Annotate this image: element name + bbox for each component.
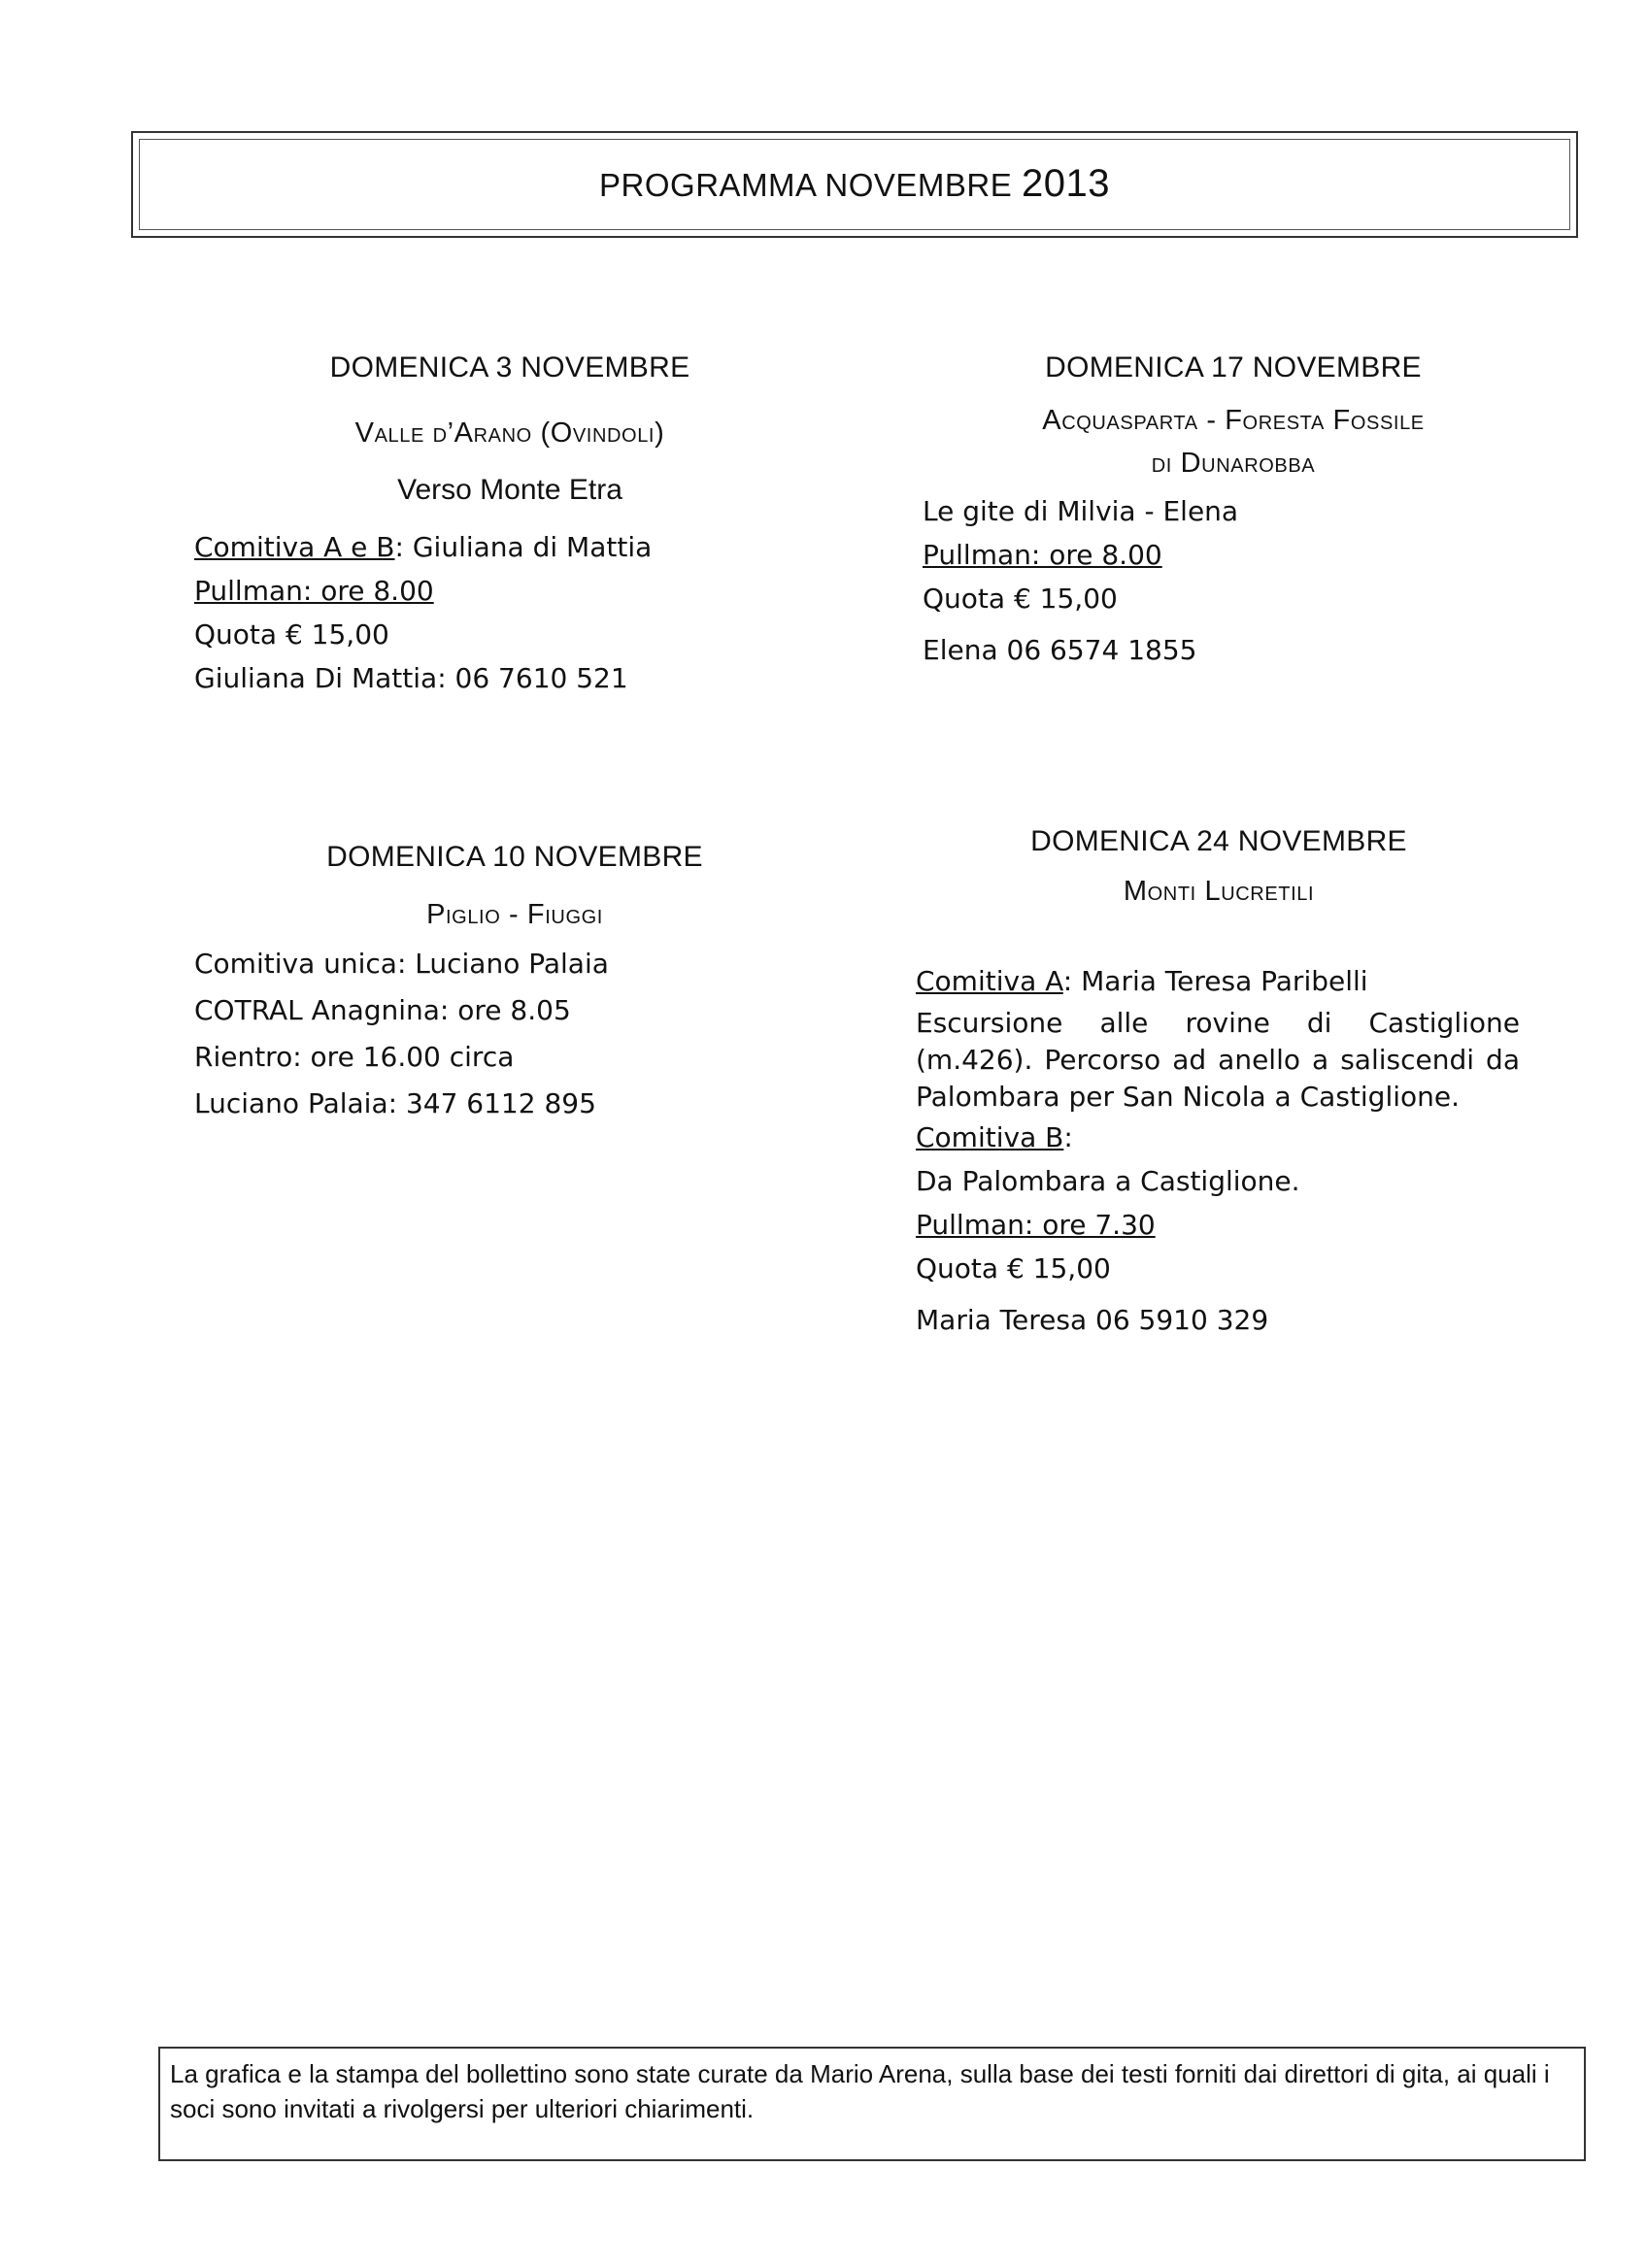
event-place: Monti Lucretili [1123,876,1315,907]
group-a-description: Escursione alle rovine di Castiglione (m.426). Percorso ad anello a saliscendi da Palombara per San Nicola a Castiglione. [916,1007,1520,1113]
event-group [194,525,738,569]
event-date: DOMENICA 17 NOVEMBRE [1045,351,1422,384]
footer-note [158,2047,1586,2161]
group-leader: Giuliana di Mattia [403,531,653,563]
page-title [133,162,1576,206]
event-contact: Luciano Palaia: 347 6112 895 [194,1087,596,1119]
group-a [916,959,1520,1003]
event-fee: Quota € 15,00 [194,618,389,650]
group-b-label: Comitiva B [916,1121,1064,1153]
title-year: 2013 [1021,162,1110,205]
group-sep: : [394,531,404,563]
event-nov-24-details [916,959,1520,1342]
event-fee: Quota € 15,00 [916,1252,1111,1284]
event-date: DOMENICA 3 NOVEMBRE [329,351,690,384]
event-group: Comitiva unica: Luciano Palaia [194,948,609,980]
event-place-line1: Acquasparta - Foresta Fossile [1042,405,1425,436]
group-b-description: Da Palombara a Castiglione. [916,1165,1300,1197]
event-date: DOMENICA 10 NOVEMBRE [326,841,703,873]
event-contact: Maria Teresa 06 5910 329 [916,1304,1269,1336]
event-contact: Giuliana Di Mattia: 06 7610 521 [194,662,628,694]
event-bus: Pullman: ore 8.00 [923,539,1162,571]
event-place: Piglio - Fiuggi [426,899,603,930]
event-bus: COTRAL Anagnina: ore 8.05 [194,994,571,1026]
title-box [131,131,1578,238]
event-place-line2: di Dunarobba [1151,448,1316,479]
event-nov-10-details [194,941,777,1127]
event-bus: Pullman: ore 7.30 [916,1209,1156,1241]
group-b-sep: : [1063,1121,1073,1153]
group-a-sep: : [1062,965,1073,997]
event-nov-3-details [194,525,738,700]
footer-text: La grafica e la stampa del bollettino sono state curate da Mario Arena, sulla base dei testi forniti dai direttori di gita, ai quali i soci sono invitati a rivolgersi per ulteriori chiarimenti. [170,2059,1550,2123]
event-subtitle: Verso Monte Etra [397,474,622,506]
title-text: PROGRAMMA NOVEMBRE [599,167,1013,203]
event-date: DOMENICA 24 NOVEMBRE [1030,825,1407,857]
event-guide: Le gite di Milvia - Elena [923,495,1239,527]
event-place: Valle d’Arano (Ovindoli) [354,417,665,449]
group-b [916,1116,1520,1159]
event-contact: Elena 06 6574 1855 [923,634,1197,666]
group-a-leader: Maria Teresa Paribelli [1072,965,1368,997]
group-a-label: Comitiva A [916,965,1063,997]
event-fee: Quota € 15,00 [923,583,1118,615]
event-return: Rientro: ore 16.00 circa [194,1041,515,1073]
event-bus: Pullman: ore 8.00 [194,575,434,607]
group-label: Comitiva A e B [194,531,395,563]
event-nov-17-details [923,489,1505,672]
